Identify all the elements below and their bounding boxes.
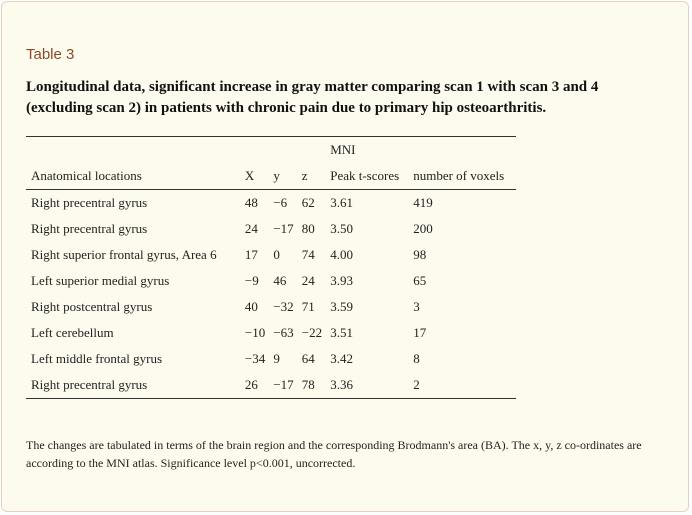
table-cell: 17 xyxy=(244,247,258,262)
table-row xyxy=(26,268,516,294)
table-cell: 26 xyxy=(240,372,268,399)
table-card xyxy=(1,1,689,512)
table-cell: 419 xyxy=(413,195,433,210)
table-cell: 46 xyxy=(273,273,287,288)
table-cell: Right precentral gyrus xyxy=(31,195,148,210)
header-group-row xyxy=(26,137,516,164)
column-header: Anatomical locations xyxy=(26,163,240,190)
table-cell: 8 xyxy=(413,351,420,366)
table-cell: Left superior medial gyrus xyxy=(31,273,170,288)
table-cell: 24 xyxy=(244,221,258,236)
table-cell: 4.00 xyxy=(330,247,353,262)
table-cell: 65 xyxy=(413,273,427,288)
table-cell: 64 xyxy=(301,351,315,366)
table-cell: 0 xyxy=(273,247,280,262)
header-group-spacer xyxy=(408,137,516,164)
table-row xyxy=(26,294,516,320)
table-cell: 71 xyxy=(301,299,315,314)
column-header: number of voxels xyxy=(408,163,516,190)
table-cell: 3.59 xyxy=(330,299,353,314)
table-cell: Right precentral gyrus xyxy=(31,221,148,236)
table-cell: 3.93 xyxy=(330,273,353,288)
table-row xyxy=(26,190,516,217)
table-cell: 200 xyxy=(413,221,433,236)
table-cell: −17 xyxy=(268,372,296,399)
table-cell: 3.61 xyxy=(330,195,353,210)
table-cell: 3.50 xyxy=(330,221,353,236)
column-header: z xyxy=(297,163,325,190)
table-cell: −9 xyxy=(244,273,259,288)
table-row xyxy=(26,372,516,399)
table-cell: 40 xyxy=(244,299,258,314)
table-cell: Right superior frontal gyrus, Area 6 xyxy=(31,247,217,262)
table-cell: 78 xyxy=(297,372,325,399)
table-cell: 98 xyxy=(413,247,427,262)
table-cell: −32 xyxy=(273,299,294,314)
column-header: X xyxy=(240,163,268,190)
table-cell: Left cerebellum xyxy=(31,325,114,340)
table-cell: 2 xyxy=(408,372,516,399)
data-table xyxy=(26,136,516,399)
table-cell: Left middle frontal gyrus xyxy=(31,351,163,366)
table-cell: 3.36 xyxy=(325,372,408,399)
header-group-spacer xyxy=(297,137,325,164)
table-cell: 3 xyxy=(413,299,420,314)
header-group-spacer xyxy=(268,137,296,164)
table-cell: −6 xyxy=(273,195,288,210)
table-label: Table 3 xyxy=(26,46,75,63)
table-cell: −34 xyxy=(244,351,266,366)
header-group-spacer xyxy=(26,137,240,164)
table-cell: 48 xyxy=(244,195,258,210)
table-cell: −17 xyxy=(273,221,294,236)
header-group-mni: MNI xyxy=(325,137,408,164)
table-cell: 3.51 xyxy=(330,325,353,340)
table-cell: 80 xyxy=(301,221,315,236)
table-row xyxy=(26,242,516,268)
column-header: Peak t-scores xyxy=(325,163,408,190)
table-cell: 17 xyxy=(413,325,427,340)
table-caption: Longitudinal data, significant increase in gray matter comparing scan 1 with scan 3 and 4 (excluding scan 2) in patients with chronic pain due to primary hip osteoarthritis. xyxy=(26,79,599,116)
table-footnote: The changes are tabulated in terms of the brain region and the corresponding Brodmann's area (BA). The x, y, z co-ordinates are according to the MNI atlas. Significance level p<0.001, uncorrected. xyxy=(26,438,642,470)
header-group-spacer xyxy=(240,137,268,164)
table-cell: Right postcentral gyrus xyxy=(31,299,153,314)
table-cell: −63 xyxy=(273,325,294,340)
table-cell: 3.42 xyxy=(330,351,353,366)
table-cell: −22 xyxy=(301,325,323,340)
table-row xyxy=(26,320,516,346)
table-row xyxy=(26,216,516,242)
table-row xyxy=(26,346,516,372)
table-cell: Right precentral gyrus xyxy=(26,372,240,399)
table-cell: 24 xyxy=(301,273,315,288)
table-cell: 62 xyxy=(301,195,315,210)
header-row xyxy=(26,163,516,190)
table-cell: −10 xyxy=(244,325,266,340)
table-cell: 74 xyxy=(301,247,315,262)
table-cell: 9 xyxy=(273,351,280,366)
column-header: y xyxy=(268,163,296,190)
